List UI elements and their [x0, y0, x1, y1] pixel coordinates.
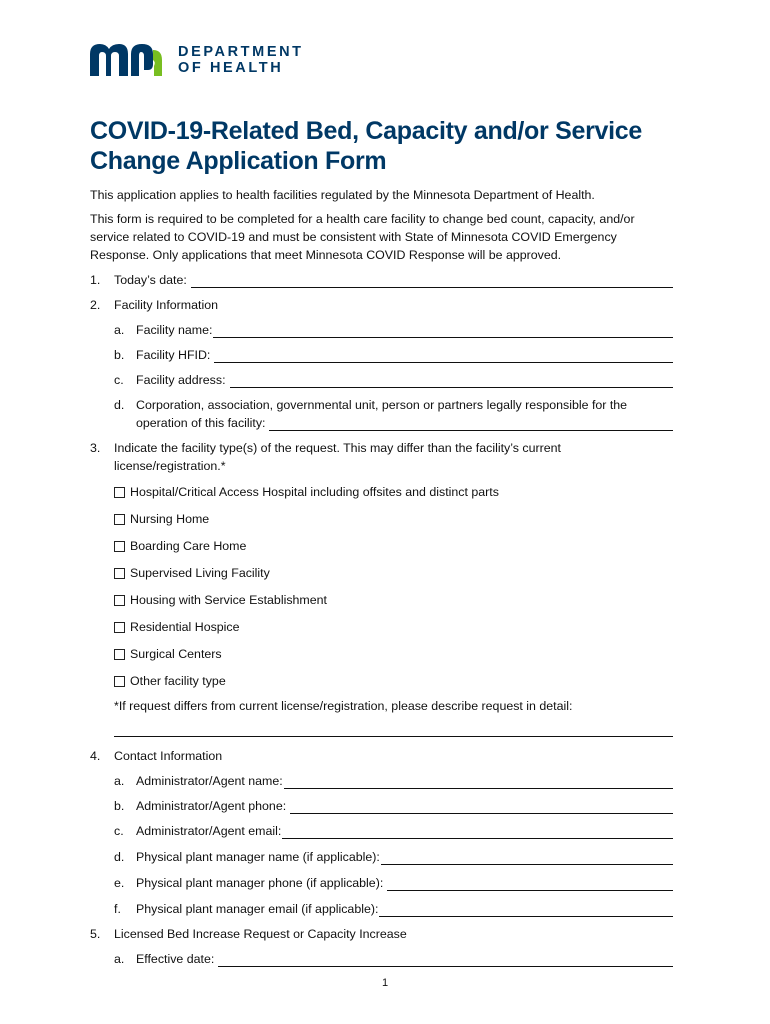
intro-paragraph-1: This application applies to health facilities regulated by the Minnesota Department of Health. — [90, 188, 595, 202]
admin-phone-label: Administrator/Agent phone: — [136, 799, 287, 813]
admin-phone-field[interactable] — [290, 800, 673, 814]
responsible-party-field[interactable] — [269, 417, 673, 431]
q4e-letter: e. — [114, 876, 125, 890]
facility-type-question-1 — [90, 440, 673, 456]
q4c-letter: c. — [114, 824, 124, 838]
facility-type-label-2: license/registration.* — [114, 459, 226, 473]
facility-info-heading — [90, 297, 673, 313]
checkbox-other-facility-label: Other facility type — [130, 674, 226, 688]
q2a-letter: a. — [114, 323, 125, 337]
checkbox-housing-service[interactable] — [114, 592, 327, 608]
facility-address-field[interactable] — [230, 374, 673, 388]
org-line-2: OF HEALTH — [178, 60, 284, 76]
q1-number: 1. — [90, 273, 101, 287]
request-detail-field[interactable] — [114, 736, 673, 737]
bed-increase-heading — [90, 926, 673, 942]
admin-email-row — [114, 823, 673, 839]
checkbox-icon[interactable] — [114, 649, 125, 660]
intro-p2-line-3: Response. Only applications that meet Minnesota COVID Response will be approved. — [90, 248, 562, 262]
facility-hfid-field[interactable] — [214, 349, 673, 363]
plant-manager-name-field[interactable] — [381, 851, 673, 865]
checkbox-nursing-home[interactable] — [114, 511, 209, 527]
facility-hfid-row — [114, 347, 673, 363]
q2-number: 2. — [90, 298, 101, 312]
mn-logo-icon — [90, 44, 166, 76]
plant-manager-email-field[interactable] — [379, 903, 673, 917]
admin-name-field[interactable] — [284, 775, 673, 789]
intro-paragraph-2 — [90, 210, 690, 264]
checkbox-supervised-living-label: Supervised Living Facility — [130, 566, 270, 580]
checkbox-icon[interactable] — [114, 514, 125, 525]
q2d-letter: d. — [114, 398, 125, 412]
effective-date-field[interactable] — [218, 953, 673, 967]
request-detail-label: *If request differs from current license/registration, please describe request in detail: — [114, 699, 573, 713]
plant-manager-name-row — [114, 849, 673, 865]
responsible-party-row-1 — [114, 397, 673, 413]
q2c-letter: c. — [114, 373, 124, 387]
checkbox-icon[interactable] — [114, 568, 125, 579]
checkbox-residential-hospice[interactable] — [114, 619, 240, 635]
plant-manager-phone-field[interactable] — [387, 877, 673, 891]
facility-info-label: Facility Information — [114, 298, 218, 312]
checkbox-boarding-care-label: Boarding Care Home — [130, 539, 247, 553]
checkbox-hospital-label: Hospital/Critical Access Hospital including offsites and distinct parts — [130, 485, 499, 499]
checkbox-surgical-centers[interactable] — [114, 646, 222, 662]
responsible-party-label-2: operation of this facility: — [136, 416, 266, 430]
admin-name-row — [114, 773, 673, 789]
org-name — [178, 44, 304, 76]
admin-email-label: Administrator/Agent email: — [136, 824, 282, 838]
admin-name-label: Administrator/Agent name: — [136, 774, 283, 788]
q4d-letter: d. — [114, 850, 125, 864]
checkbox-residential-hospice-label: Residential Hospice — [130, 620, 240, 634]
todays-date-label: Today’s date: — [114, 273, 187, 287]
checkbox-other-facility[interactable] — [114, 673, 226, 689]
q5a-letter: a. — [114, 952, 125, 966]
responsible-party-label-1: Corporation, association, governmental unit, person or partners legally responsible for the — [136, 398, 628, 412]
contact-info-heading — [90, 748, 673, 764]
checkbox-icon[interactable] — [114, 622, 125, 633]
effective-date-label: Effective date: — [136, 952, 215, 966]
q2b-letter: b. — [114, 348, 125, 362]
facility-name-row — [114, 322, 673, 338]
plant-manager-name-label: Physical plant manager name (if applicable): — [136, 850, 380, 864]
contact-info-label: Contact Information — [114, 749, 223, 763]
todays-date-field[interactable] — [191, 274, 673, 288]
q5-number: 5. — [90, 927, 101, 941]
admin-phone-row — [114, 798, 673, 814]
plant-manager-email-label: Physical plant manager email (if applicable): — [136, 902, 379, 916]
intro-p2-line-1: This form is required to be completed for a health care facility to change bed count, capacity, and/or — [90, 212, 635, 226]
request-detail-note — [114, 698, 673, 714]
page-number: 1 — [381, 977, 389, 989]
effective-date-row — [114, 951, 673, 967]
q3-number: 3. — [90, 441, 101, 455]
facility-address-row — [114, 372, 673, 388]
intro-p2-line-2: service related to COVID-19 and must be consistent with State of Minnesota COVID Emergency — [90, 230, 617, 244]
facility-hfid-label: Facility HFID: — [136, 348, 211, 362]
bed-increase-label: Licensed Bed Increase Request or Capacity Increase — [114, 927, 407, 941]
facility-name-label: Facility name: — [136, 323, 213, 337]
title-line-1: COVID-19-Related Bed, Capacity and/or Service — [90, 117, 642, 145]
checkbox-icon[interactable] — [114, 595, 125, 606]
facility-address-label: Facility address: — [136, 373, 226, 387]
plant-manager-email-row — [114, 901, 673, 917]
plant-manager-phone-label: Physical plant manager phone (if applicable): — [136, 876, 384, 890]
q4b-letter: b. — [114, 799, 125, 813]
q4a-letter: a. — [114, 774, 125, 788]
org-line-1: DEPARTMENT — [178, 44, 304, 60]
responsible-party-row-2 — [136, 415, 673, 431]
title-line-2: Change Application Form — [90, 147, 387, 175]
checkbox-supervised-living[interactable] — [114, 565, 270, 581]
facility-name-field[interactable] — [213, 324, 673, 338]
checkbox-icon[interactable] — [114, 487, 125, 498]
admin-email-field[interactable] — [282, 825, 673, 839]
page-title — [90, 116, 710, 176]
checkbox-housing-service-label: Housing with Service Establishment — [130, 593, 327, 607]
checkbox-nursing-home-label: Nursing Home — [130, 512, 210, 526]
checkbox-hospital[interactable] — [114, 484, 499, 500]
facility-type-label-1: Indicate the facility type(s) of the request. This may differ than the facility’s current — [114, 441, 561, 455]
todays-date-row — [90, 272, 673, 288]
q4-number: 4. — [90, 749, 101, 763]
checkbox-icon[interactable] — [114, 676, 125, 687]
checkbox-surgical-centers-label: Surgical Centers — [130, 647, 222, 661]
checkbox-icon[interactable] — [114, 541, 125, 552]
mdh-logo — [90, 44, 304, 76]
q4f-letter: f. — [114, 902, 121, 916]
facility-type-question-2 — [114, 458, 673, 474]
checkbox-boarding-care[interactable] — [114, 538, 246, 554]
plant-manager-phone-row — [114, 875, 673, 891]
